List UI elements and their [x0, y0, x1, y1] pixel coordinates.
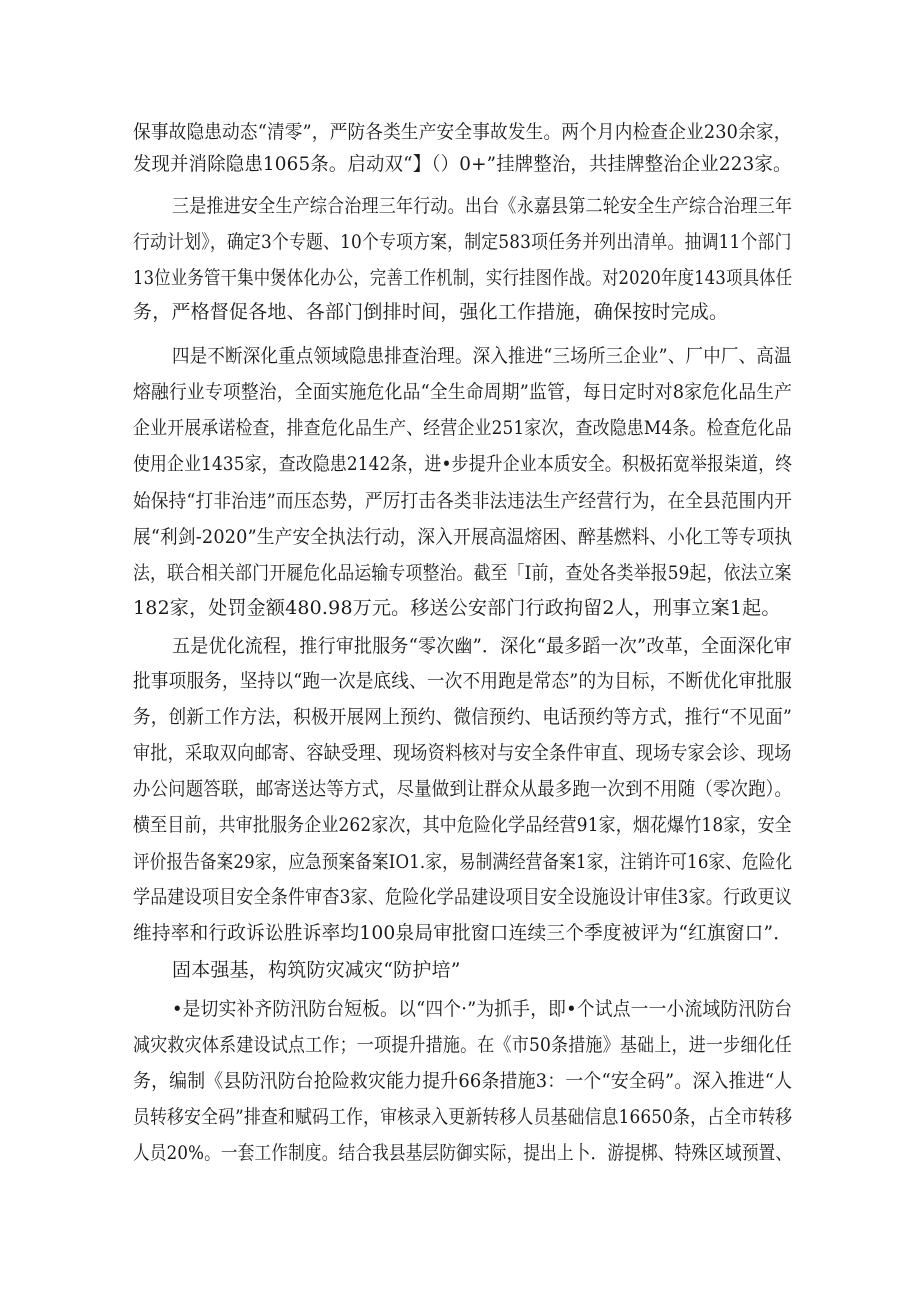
text-line: 人员20%。一套工作制度。结合我县基层防御实际，提出上卜．游提梆、特殊区域预置、 — [133, 1142, 793, 1164]
text-line: 务，创新工作方法，积极开展网上预约、微信预约、电话预约等方式，推行“不见面” — [133, 706, 793, 728]
text-line: 保事故隐患动态“清零”，严防各类生产安全事故发生。两个月内检查企业230余家， — [133, 121, 792, 143]
text-line: 13位业务管干集中煲体化办公，完善工作机制，实行挂图作战。对2020年度143项具体任 — [133, 267, 793, 289]
text-line: 发现并消除隐患1065条。启动双“】（）0+”挂牌整治，共挂牌整治企业223家。 — [133, 153, 792, 175]
text-line: 务，严格督促各地、各部门倒排时间，强化工作措施，确保按时完成。 — [133, 301, 729, 323]
section-heading: 固本强基，构筑防灾减灾“防护培” — [172, 959, 461, 981]
text-line: 法，联合相关部门开屣危化品运输专项整治。截至「I前，查处各类举报59起，依法立案 — [133, 562, 792, 584]
paragraph-start-line: 三是推进安全生产综合治理三年行动。出台《永嘉县第二轮安全生产综合治理三年 — [172, 195, 793, 217]
text-line: 横至目前，共审批服务企业262家次，其中危险化学品经营91家，烟花爆竹18家，安全 — [133, 814, 792, 836]
text-line: 182家，处罚金额480.98万元。移送公安部门行政拘留2人，刑事立案1起。 — [133, 597, 781, 619]
text-line: 评价报告备案29家，应急预案备案IO1.家，易制满经营备案1家，注销许可16家、危险化 — [133, 851, 793, 873]
text-line: 展“利剑-2020”生产安全执法行动，深入开展高温熔困、醉基燃料、小化工等专项执 — [133, 526, 793, 548]
text-line: 企业开展承诺检查，排查危化品生产、经营企业251家次，查改隐患M4条。检查危化品 — [133, 417, 792, 439]
text-line: 维持率和行政诉讼胜诉率均100泉局审批窗口连续三个季度被评为“红旗窗口”． — [133, 922, 793, 944]
paragraph-start-line: 四是不断深化重点领域隐患排查治理。深入推进“三场所三企业”、厂中厂、高温 — [172, 345, 792, 367]
text-line: 务，编制《县防汛防台抢险救灾能力提升66条措施3：一个“安全码”。深入推进“人 — [133, 1070, 793, 1092]
text-line: 减灾救灾体系建设试点工作；一项提升措施。在《市50条措施》基础上，进一步细化任 — [133, 1034, 792, 1056]
text-line: 始保持“打非治违”而压态势，严厉打击各类非法违法生产经营行为，在全县范围内开 — [133, 490, 793, 512]
text-line: 使用企业1435家，查改隐患2142条，进•步提升企业本质安全。积极拓宽举报柒道，终 — [133, 453, 793, 475]
text-line: 批事项服务，坚持以“跑一次是底线、一次不用跑是常态”的为目标，不断优化审批服 — [133, 670, 793, 692]
text-line: 学品建设项目安全条件审杳3家、危险化学品建设项目安全设施设计审佳3家。行政更议 — [133, 886, 792, 908]
text-line: 员转移安全码”排查和赋码工作，审核录入更新转移人员基础信息16650条，占全市转移 — [133, 1106, 793, 1128]
text-line: 熔融行业专项整治，全面实施危化品“全生命周期”监管，每日定时对8家危化品生产 — [133, 381, 793, 403]
paragraph-start-line: •是切实补齐防汛防台短板。以“四个·”为抓手，即•个试点一一小流域防汛防台 — [172, 998, 793, 1020]
paragraph-start-line: 五是优化流程，推行审批服务“零次幽”．深化“最多蹈一次”改革，全面深化审 — [172, 635, 793, 657]
text-line: 行动计划》，确定3个专题、10个专项方案，制定583项任务并列出清单。抽调11个部门 — [133, 231, 792, 253]
text-line: 办公问题答联，邮寄送达等方式，尽量做到让群众从最多跑一次到不用随（零次跑）。 — [133, 778, 793, 800]
text-line: 审批，采取双向邮寄、容缺受理、现场资料核对与安全条件审直、现场专家会诊、现场 — [133, 742, 792, 764]
